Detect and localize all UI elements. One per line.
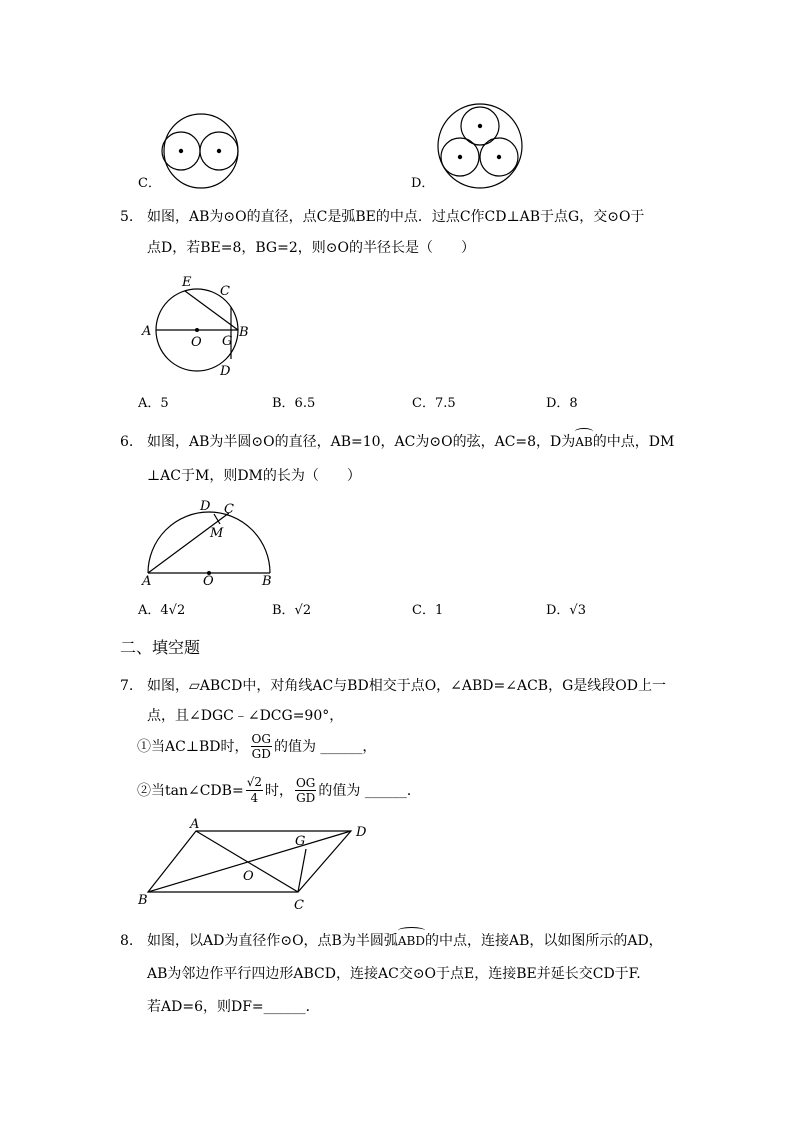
arc-abd-label: ABD <box>397 934 425 948</box>
center-dot <box>179 149 183 153</box>
center-dot <box>497 155 501 159</box>
q6-text-line2: ⊥AC于M，则DM的长为（ ） <box>147 468 361 484</box>
fraction-denominator: 4 <box>250 791 259 805</box>
q8-text-line3: 若AD=6，则DF=______． <box>147 999 320 1015</box>
q5-number: 5. <box>120 209 134 225</box>
segment-gc <box>298 849 306 892</box>
q6-number: 6. <box>120 434 134 450</box>
chord-be <box>185 291 238 330</box>
q7-number: 7. <box>120 678 134 694</box>
q7-sub2 <box>137 775 421 806</box>
option-c-figure <box>160 114 250 190</box>
option-c-label: C． <box>138 176 161 191</box>
label-o: O <box>191 335 202 350</box>
q6-text-line1-b: 的中点，DM <box>592 434 675 450</box>
label-o: O <box>243 869 254 884</box>
center-dot <box>478 124 482 128</box>
q7-figure <box>136 816 376 916</box>
q7-sub1 <box>137 732 376 761</box>
q5-text-line2: 点D，若BE=8，BG=2，则⊙O的半径长是（ ） <box>147 240 475 256</box>
label-e: E <box>182 275 192 290</box>
q8-text-line1-b: 的中点，连接AB，以如图所示的AD， <box>424 933 663 949</box>
label-a: A <box>142 324 152 339</box>
outer-circle <box>438 104 522 188</box>
fraction <box>251 732 272 761</box>
q6-option-a: A．4√2 <box>138 603 186 618</box>
label-o: O <box>203 574 214 589</box>
label-a: A <box>190 817 200 832</box>
q5-text-line1: 如图，AB为⊙O的直径，点C是弧BE的中点．过点C作CD⊥AB于点G，交⊙O于 <box>147 209 645 225</box>
arc-abd <box>398 931 425 951</box>
q6-figure <box>138 498 283 593</box>
fraction-numerator: OG <box>295 776 316 790</box>
q5-option-a: A．5 <box>138 396 169 411</box>
label-a: A <box>142 574 152 589</box>
center-dot <box>217 149 221 153</box>
q6-option-c: C．1 <box>412 603 444 618</box>
fraction <box>246 775 263 806</box>
label-c: C <box>224 502 234 517</box>
arc-ab <box>575 432 592 452</box>
q7-text-line2: 点，且∠DGC﹣∠DCG=90°， <box>147 708 344 724</box>
q6-text-line1 <box>147 432 674 452</box>
q6-text-line1-a: 如图，AB为半圆⊙O的直径，AB=10，AC为⊙O的弦，AC=8，D为 <box>147 434 576 450</box>
q8-text-line1-a: 如图，以AD为直径作⊙O，点B为半圆弧 <box>147 933 398 949</box>
q7-sub2-text-a: ②当tan∠CDB= <box>137 782 244 799</box>
q6-option-b: B．√2 <box>272 603 312 618</box>
chord-ac <box>148 513 229 573</box>
q7-sub1-text-b: 的值为 ______， <box>273 738 377 755</box>
arc-mark <box>575 428 592 435</box>
fraction-numerator: OG <box>251 732 271 746</box>
fraction-numerator: √2 <box>246 775 262 789</box>
label-b: B <box>138 893 148 908</box>
q7-text-line1: 如图，▱ABCD中，对角线AC与BD相交于点O，∠ABD=∠ACB，G是线段OD上一 <box>147 678 666 694</box>
outer-circle <box>164 114 238 188</box>
q7-sub2-text-b: 时， <box>264 782 293 799</box>
label-g: G <box>295 834 306 849</box>
fraction <box>295 776 316 805</box>
q7-sub2-text-c: 的值为 ______． <box>318 782 421 799</box>
label-d: D <box>356 825 367 840</box>
q5-option-d: D．8 <box>546 396 578 411</box>
q8-number: 8. <box>120 933 134 949</box>
option-d-label: D． <box>411 176 435 191</box>
q8-text-line1 <box>147 931 663 951</box>
fraction-denominator: GD <box>251 747 271 761</box>
label-d: D <box>200 499 211 514</box>
q6-option-d: D．√3 <box>546 603 586 618</box>
arc-mark <box>398 927 425 934</box>
center-dot <box>195 328 199 332</box>
label-c: C <box>220 284 230 299</box>
q5-option-c: C．7.5 <box>412 396 456 411</box>
q5-option-b: B．6.5 <box>272 396 316 411</box>
label-g: G <box>222 334 233 349</box>
q5-figure <box>138 270 258 380</box>
label-b: B <box>262 574 272 589</box>
label-c: C <box>294 898 304 913</box>
center-dot <box>458 155 462 159</box>
q7-sub1-text-a: ①当AC⊥BD时， <box>137 738 249 755</box>
semicircle <box>148 512 270 573</box>
option-d-figure <box>436 102 526 192</box>
section-title: 二、填空题 <box>120 638 201 657</box>
label-b: B <box>239 325 249 340</box>
label-d: D <box>220 364 231 379</box>
q8-text-line2: AB为邻边作平行四边形ABCD，连接AC交⊙O于点E，连接BE并延长交CD于F. <box>147 966 641 982</box>
label-m: M <box>210 526 224 541</box>
fraction-denominator: GD <box>296 791 316 805</box>
arc-ab-label: AB <box>575 435 593 449</box>
